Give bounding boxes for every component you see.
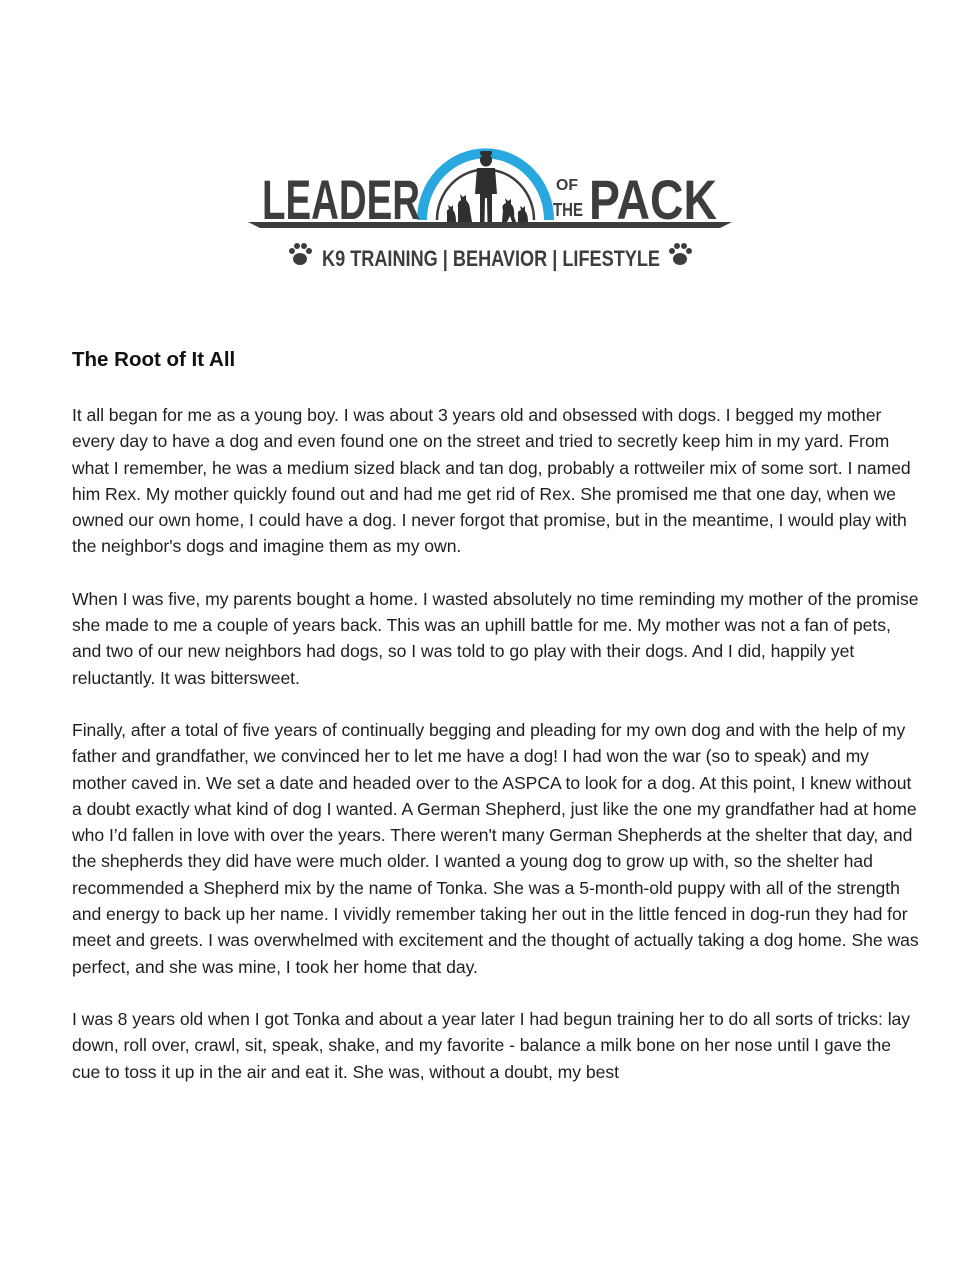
paragraph: Finally, after a total of five years of continually begging and pleading for my own dog and with the help of my father and grandfather, we convinced her to let me have a dog! I had won the war (so to speak) and my mother caved in. We set a date and headed over to the ASPCA to look for a dog. At this point, I knew without a doubt exactly what kind of dog I wanted. A German Shepherd, just like the one my grandfather had at home who I’d fallen in love with over the years. There weren't many German Shepherds at the shelter that day, and the shepherds they did have were much older. I wanted a young dog to grow up with, so the shelter had recommended a Shepherd mix by the name of Tonka. She was a 5-month-old puppy with all of the strength and energy to back up her name. I vividly remember taking her out in the little fenced in dog-run they had for meet and greets. I was overwhelmed with excitement and the thought of actually taking a dog home. She was perfect, and she was mine, I took her home that day. (72, 719, 919, 977)
man-silhouette-icon (475, 151, 497, 222)
document-body (72, 345, 922, 1111)
paw-print-right-icon (669, 243, 692, 265)
document-title: The Root of It All (72, 348, 236, 371)
logo-word-leader: LEADER (262, 168, 420, 231)
logo-word-pack: PACK (589, 168, 717, 231)
logo-word-of: OF (556, 177, 579, 194)
leader-of-the-pack-logo (244, 112, 736, 287)
paragraph: When I was five, my parents bought a home. I wasted absolutely no time reminding my mother of the promise she made to me a couple of years back. This was an uphill battle for me. My mother was not a fan of pets, and two of our new neighbors had dogs, so I was told to go play with their dogs. And I did, happily yet reluctantly. It was bittersweet. (72, 588, 919, 688)
logo-tagline: K9 TRAINING | BEHAVIOR | LIFESTYLE (322, 246, 660, 271)
paw-print-left-icon (289, 243, 312, 265)
paragraph: It all began for me as a young boy. I was about 3 years old and obsessed with dogs. I begged my mother every day to have a dog and even found one on the street and tried to secretly keep him in my yard. From what I remember, he was a medium sized black and tan dog, probably a rottweiler mix of some sort. I named him Rex. My mother quickly found out and had me get rid of Rex. She promised me that one day, when we owned our own home, I could have a dog. I never forgot that promise, but in the meantime, I would play with the neighbor's dogs and imagine them as my own. (72, 405, 911, 557)
logo-word-the: THE (553, 200, 583, 220)
paragraph: I was 8 years old when I got Tonka and about a year later I had begun training her to do all sorts of tricks: lay down, roll over, crawl, sit, speak, shake, and my favorite - balance a milk bone on her nose until I gave the cue to toss it up in the air and eat it. She was, without a doubt, my best (72, 1008, 911, 1082)
